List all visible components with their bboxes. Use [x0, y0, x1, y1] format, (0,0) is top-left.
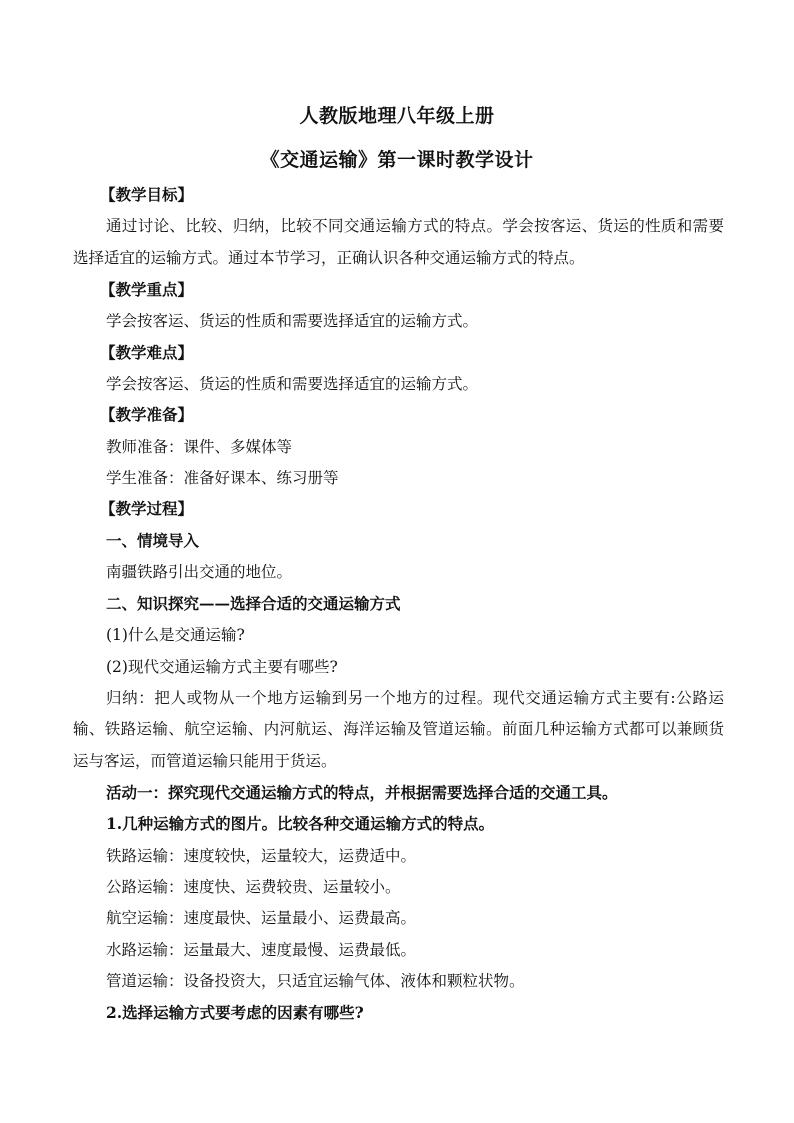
- section-1-heading: 一、情境导入: [106, 531, 200, 550]
- goals-text-line-2: 选择适宜的运输方式。通过本节学习，正确认识各种交通运输方式的特点。: [73, 249, 585, 267]
- document-title: 人教版地理八年级上册: [299, 105, 495, 127]
- difficulty-text: 学会按客运、货运的性质和需要选择适宜的运输方式。: [106, 375, 479, 393]
- teacher-preparation: 教师准备：课件、多媒体等: [106, 438, 293, 456]
- rail-transport-text: 铁路运输：速度较快，运量较大，运费适中。: [106, 847, 417, 865]
- section-2-heading: 二、知识探究——选择合适的交通运输方式: [106, 594, 401, 613]
- activity-1-heading: 活动一：探究现代交通运输方式的特点，并根据需要选择合适的交通工具。: [106, 783, 618, 802]
- key-point-heading: 【教学重点】: [100, 280, 194, 299]
- water-transport-text: 水路运输：运量最大、速度最慢、运费最低。: [106, 941, 417, 959]
- document-subtitle: 《交通运输》第一课时教学设计: [260, 149, 534, 171]
- preparation-heading: 【教学准备】: [100, 405, 194, 424]
- summary-line-1: 归纳：把人或物从一个地方运输到另一个地方的过程。现代交通运输方式主要有:公路运: [106, 689, 724, 707]
- section-1-text: 南疆铁路引出交通的地位。: [106, 563, 293, 581]
- summary-line-3: 运与客运，而管道运输只能用于货运。: [73, 752, 337, 770]
- item-1-heading: 1.几种运输方式的图片。比较各种交通运输方式的特点。: [106, 814, 495, 833]
- pipeline-transport-text: 管道运输：设备投资大，只适宜运输气体、液体和颗粒状物。: [106, 972, 525, 990]
- summary-line-2: 输、铁路运输、航空运输、内河航运、海洋运输及管道运输。前面几种运输方式都可以兼顾货: [73, 720, 724, 738]
- student-preparation: 学生准备：准备好课本、练习册等: [106, 469, 339, 487]
- process-heading: 【教学过程】: [100, 499, 194, 518]
- air-transport-text: 航空运输：速度最快、运量最小、运费最高。: [106, 909, 417, 927]
- difficulty-heading: 【教学难点】: [100, 343, 194, 362]
- question-2: (2)现代交通运输方式主要有哪些?: [106, 658, 338, 676]
- goals-heading: 【教学目标】: [100, 185, 194, 204]
- question-1: (1)什么是交通运输?: [106, 626, 245, 644]
- key-point-text: 学会按客运、货运的性质和需要选择适宜的运输方式。: [106, 312, 479, 330]
- goals-text-line-1: 通过讨论、比较、归纳，比较不同交通运输方式的特点。学会按客运、货运的性质和需要: [106, 217, 724, 235]
- item-2-heading: 2.选择运输方式要考虑的因素有哪些?: [106, 1003, 364, 1022]
- road-transport-text: 公路运输：速度快、运费较贵、运量较小。: [106, 878, 401, 896]
